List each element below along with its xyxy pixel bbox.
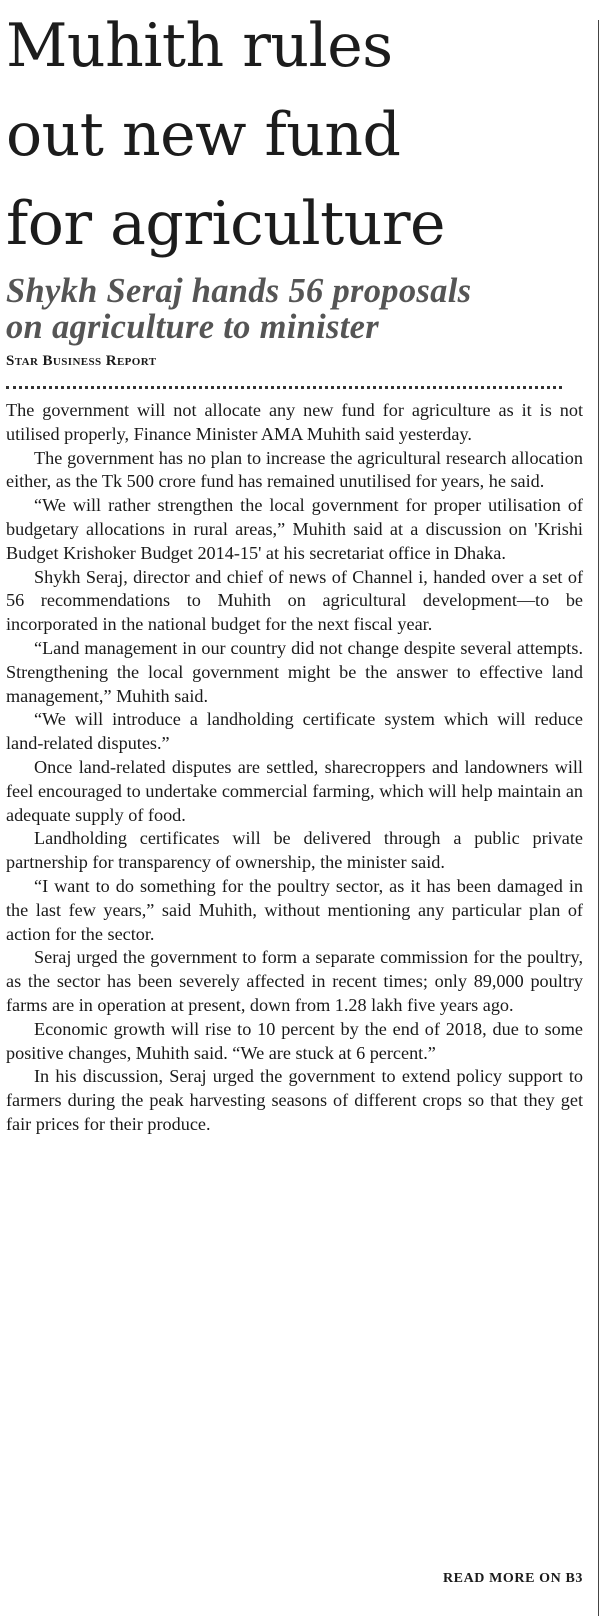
- dotted-divider: [6, 386, 562, 389]
- article-column: [6, 0, 583, 1137]
- headline: [6, 0, 583, 269]
- paragraph: Seraj urged the government to form a separate commission for the poultry, as the sector has been severely affected in recent times; only 89,000 poultry farms are in operation at present, down from 1.28 lakh five years ago.: [6, 947, 583, 1015]
- paragraph: Shykh Seraj, director and chief of news of Channel i, handed over a set of 56 recommendations to Muhith on agricultural development—to be incorporated in the national budget for the next fiscal year.: [6, 566, 583, 635]
- subheadline: [6, 273, 583, 345]
- paragraph: Economic growth will rise to 10 percent by the end of 2018, due to some positive changes, Muhith said. “We are stuck at 6 percent.”: [6, 1018, 583, 1063]
- read-more-jump: READ MORE ON B3: [442, 1571, 583, 1586]
- subheadline-line: Shykh Seraj hands 56 proposals: [6, 272, 472, 310]
- paragraph: “I want to do something for the poultry sector, as it has been damaged in the last few years,” said Muhith, without mentioning any particular plan of action for the sector.: [6, 875, 583, 944]
- paragraph: The government will not allocate any new fund for agriculture as it is not utilised properly, Finance Minister AMA Muhith said yesterday.: [6, 400, 583, 444]
- paragraph: The government has no plan to increase the agricultural research allocation either, as the Tk 500 crore fund has remained unutilised for years, he said.: [6, 447, 583, 492]
- paragraph: “Land management in our country did not change despite several attempts. Strengthening the local government might be the answer to effective land management,” Muhith said.: [6, 637, 583, 706]
- paragraph: Landholding certificates will be delivered through a public private partnership for transparency of ownership, the minister said.: [6, 828, 583, 873]
- headline-line: for agriculture: [6, 189, 446, 259]
- headline-line: Muhith rules: [6, 11, 393, 81]
- paragraph: “We will rather strengthen the local government for proper utilisation of budgetary allocations in rural areas,” Muhith said at a discussion on 'Krishi Budget Krishoker Budget 2014-15' at his secretariat office in Dhaka.: [6, 495, 583, 563]
- byline: Star Business Report: [6, 353, 157, 369]
- headline-line: out new fund: [6, 100, 401, 170]
- article-body: [6, 399, 583, 1137]
- paragraph: “We will introduce a landholding certificate system which will reduce land-related disputes.”: [6, 709, 583, 754]
- paragraph: In his discussion, Seraj urged the government to extend policy support to farmers during the peak harvesting seasons of different crops so that they get fair prices for their produce.: [6, 1066, 583, 1134]
- column-divider: [598, 20, 599, 1616]
- paragraph: Once land-related disputes are settled, sharecroppers and landowners will feel encouraged to undertake commercial farming, which will help maintain an adequate supply of food.: [6, 756, 583, 825]
- subheadline-line: on agriculture to minister: [6, 308, 379, 346]
